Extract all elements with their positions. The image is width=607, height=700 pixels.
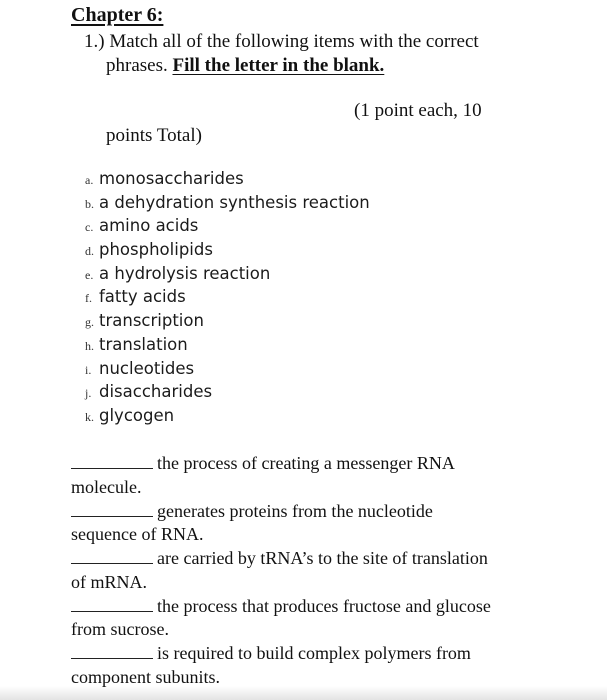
option-text: disaccharides bbox=[99, 382, 213, 402]
statement-continuation: molecule. bbox=[71, 476, 142, 497]
statement-line1 bbox=[71, 547, 541, 571]
statement-line1 bbox=[71, 642, 541, 666]
points-note-part2: points Total) bbox=[106, 125, 202, 146]
option-text: monosaccharides bbox=[99, 169, 244, 188]
option-item bbox=[85, 191, 370, 215]
question-prompt-line1: 1.) Match all of the following items with the correct bbox=[84, 31, 479, 52]
answer-blank[interactable] bbox=[71, 595, 153, 612]
statement-text: is required to build complex polymers from bbox=[157, 643, 471, 663]
question-prompt-prefix: phrases. bbox=[106, 55, 173, 76]
option-letter: f. bbox=[85, 291, 92, 306]
option-letter: j. bbox=[85, 386, 92, 401]
option-item bbox=[85, 285, 370, 309]
option-text: phospholipids bbox=[99, 240, 213, 260]
answer-blank[interactable] bbox=[71, 452, 153, 469]
statement-text: generates proteins from the nucleotide bbox=[157, 500, 433, 521]
option-letter: a. bbox=[85, 173, 94, 187]
question-prompt-line2 bbox=[106, 54, 384, 78]
statement-continuation: of mRNA. bbox=[71, 571, 147, 592]
statement-item bbox=[71, 452, 541, 500]
answer-blank[interactable] bbox=[71, 547, 153, 564]
chapter-title: Chapter 6: bbox=[71, 4, 164, 26]
answer-blank[interactable] bbox=[71, 500, 153, 517]
option-letter: h. bbox=[85, 338, 94, 353]
option-letter: c. bbox=[85, 220, 94, 235]
option-text: glycogen bbox=[99, 405, 175, 425]
option-text: translation bbox=[99, 334, 188, 354]
question-instruction: Fill the letter in the blank. bbox=[172, 55, 385, 76]
option-text: nucleotides bbox=[99, 358, 195, 378]
option-item bbox=[85, 214, 370, 238]
statement-item bbox=[71, 642, 541, 690]
option-item bbox=[85, 333, 370, 357]
option-item bbox=[85, 357, 370, 381]
option-letter: e. bbox=[85, 267, 94, 282]
option-item bbox=[85, 404, 370, 428]
option-text: transcription bbox=[99, 311, 204, 331]
option-letter: k. bbox=[85, 409, 94, 424]
statement-line1 bbox=[71, 500, 541, 524]
option-letter: b. bbox=[85, 196, 94, 211]
option-letter: d. bbox=[85, 244, 94, 259]
option-text: amino acids bbox=[99, 216, 199, 236]
statement-line1 bbox=[71, 595, 541, 619]
answer-options-list bbox=[85, 167, 370, 428]
statement-text: the process of creating a messenger RNA bbox=[157, 453, 455, 473]
statement-item bbox=[71, 595, 541, 643]
option-text: fatty acids bbox=[99, 287, 186, 307]
option-item bbox=[85, 167, 370, 191]
option-letter: i. bbox=[85, 362, 92, 377]
option-item bbox=[85, 380, 370, 404]
statement-text: the process that produces fructose and glucose bbox=[157, 595, 491, 616]
option-item bbox=[85, 309, 370, 333]
matching-statements bbox=[71, 452, 541, 690]
statement-text: are carried by tRNA’s to the site of translation bbox=[157, 548, 488, 568]
statement-line1 bbox=[71, 452, 541, 476]
statement-item bbox=[71, 500, 541, 548]
statement-item bbox=[71, 547, 541, 595]
option-text: a hydrolysis reaction bbox=[99, 263, 271, 283]
option-item bbox=[85, 238, 370, 262]
statement-continuation: from sucrose. bbox=[71, 619, 169, 639]
statement-continuation: component subunits. bbox=[71, 666, 220, 687]
option-item bbox=[85, 262, 370, 286]
answer-blank[interactable] bbox=[71, 642, 153, 659]
option-letter: g. bbox=[85, 315, 94, 330]
statement-continuation: sequence of RNA. bbox=[71, 524, 204, 544]
points-note-part1: (1 point each, 10 bbox=[354, 100, 482, 121]
page-bottom-shadow bbox=[0, 686, 607, 700]
option-text: a dehydration synthesis reaction bbox=[99, 192, 370, 212]
